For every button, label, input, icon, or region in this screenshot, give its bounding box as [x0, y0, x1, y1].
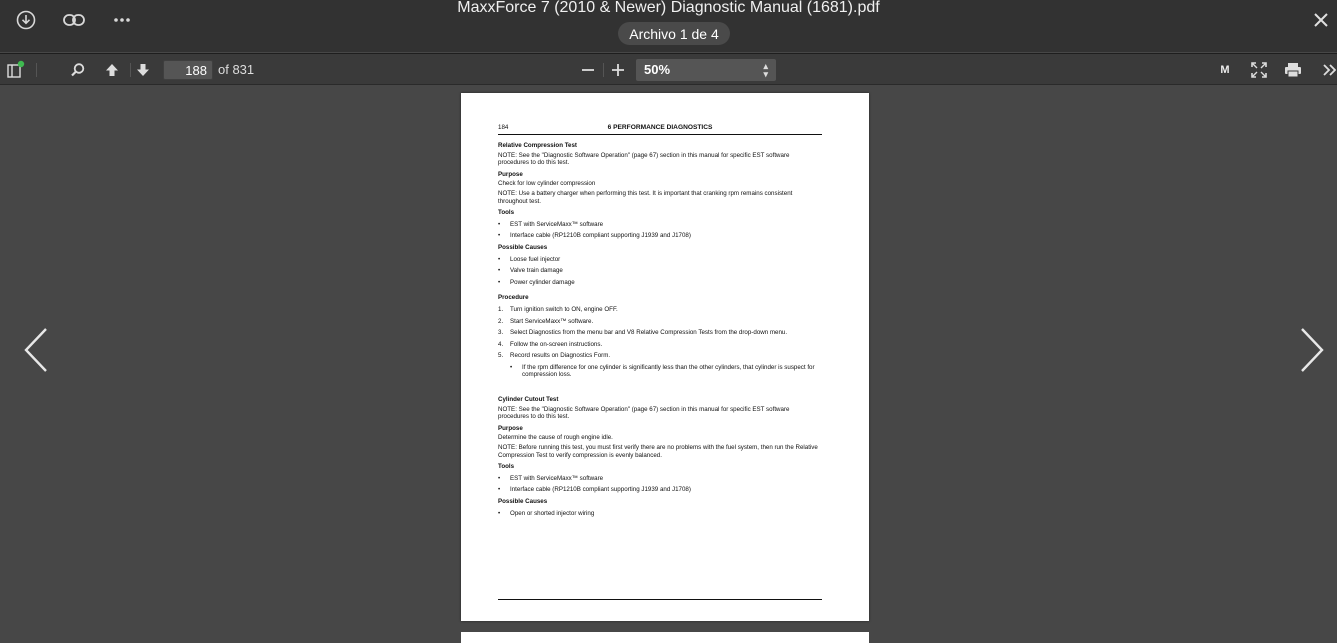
heading: Procedure — [498, 294, 529, 302]
toolbar-divider — [36, 63, 37, 77]
heading: Cylinder Cutout Test — [498, 396, 559, 404]
more-icon — [113, 17, 131, 23]
previous-file-button[interactable] — [22, 327, 52, 373]
next-page-button[interactable] — [132, 59, 154, 81]
next-pdf-page — [461, 632, 869, 643]
sidebar-toggle-icon — [6, 60, 26, 80]
paragraph: Determine the cause of rough engine idle. — [498, 434, 613, 442]
heading: Tools — [498, 209, 515, 217]
previous-page-button[interactable] — [101, 59, 123, 81]
zoom-in-button[interactable] — [607, 59, 629, 81]
viewer-header — [0, 0, 1337, 52]
heading: Relative Compression Test — [498, 142, 577, 149]
next-file-button[interactable] — [1296, 327, 1326, 373]
zoom-value: 50% — [644, 62, 671, 77]
note-paragraph: NOTE: Before running this test, you must first verify there are no problems with the fuel system, then run the Relative Compression Test to verify compression is evenly balanced. — [498, 444, 818, 459]
pdf-toolbar — [0, 53, 1337, 85]
footer-rule — [498, 599, 822, 600]
notification-dot — [18, 61, 24, 67]
list-item: • Open or shorted injector wiring — [498, 509, 595, 517]
presentation-mode-button[interactable] — [1214, 59, 1236, 81]
list-item: • Valve train damage — [498, 267, 563, 275]
list-item: • EST with ServiceMaxx™ software — [498, 474, 604, 482]
list-item: 5. Record results on Diagnostics Form. — [498, 352, 611, 360]
heading: Tools — [498, 463, 515, 471]
list-item: 1. Turn ignition switch to ON, engine OFF. — [498, 305, 618, 313]
note-paragraph: NOTE: See the "Diagnostic Software Operation" (page 67) section in this manual for specific EST software procedures to do this test. — [498, 405, 790, 421]
close-button[interactable] — [1309, 8, 1333, 32]
page-number-input[interactable] — [163, 60, 213, 80]
search-icon — [70, 62, 86, 78]
arrow-down-icon — [135, 62, 151, 78]
presentation-mode-icon: M — [1220, 64, 1230, 76]
page-header — [498, 124, 822, 135]
fullscreen-button[interactable] — [1248, 59, 1270, 81]
print-button[interactable] — [1281, 59, 1305, 81]
fullscreen-icon — [1251, 62, 1267, 78]
file-counter-badge: Archivo 1 de 4 — [618, 22, 730, 45]
list-item: 2. Start ServiceMaxx™ software. — [498, 317, 594, 325]
list-item: • Loose fuel injector — [498, 255, 561, 263]
arrow-up-icon — [104, 62, 120, 78]
chevron-left-icon — [22, 327, 52, 373]
list-item: 3. Select Diagnostics from the menu bar and V8 Relative Compression Tests from the drop-down menu. — [498, 329, 788, 337]
heading: Purpose — [498, 170, 523, 178]
page-number-text: 184 — [498, 124, 509, 131]
tools-menu-button[interactable] — [1320, 59, 1337, 81]
note-paragraph: NOTE: See the "Diagnostic Software Operation" (page 67) section in this manual for specific EST software procedures to do this test. — [498, 151, 790, 167]
double-chevron-icon — [1322, 63, 1336, 77]
list-item: 4. Follow the on-screen instructions. — [498, 340, 603, 348]
toolbar-divider — [603, 63, 604, 77]
note-paragraph: NOTE: Use a battery charger when performing this test. It is important that cranking rpm remains consistent throughout test. — [498, 189, 793, 205]
pdf-page — [461, 93, 869, 621]
select-arrows-icon: ▴ ▾ — [763, 61, 768, 79]
heading: Possible Causes — [498, 498, 548, 505]
document-title: MaxxForce 7 (2010 & Newer) Diagnostic Manual (1681).pdf — [457, 0, 880, 16]
plus-icon — [611, 63, 625, 77]
heading: Purpose — [498, 424, 523, 432]
close-icon — [1313, 12, 1329, 28]
print-icon — [1284, 62, 1302, 78]
list-item: • EST with ServiceMaxx™ software — [498, 220, 604, 228]
toolbar-divider — [130, 63, 131, 77]
paragraph: Check for low cylinder compression — [498, 180, 596, 188]
sidebar-toggle-button[interactable] — [5, 59, 27, 81]
section-title: 6 PERFORMANCE DIAGNOSTICS — [607, 124, 713, 131]
list-item: • Interface cable (RP1210B compliant supporting J1939 and J1708) — [498, 232, 691, 240]
chevron-right-icon — [1296, 327, 1326, 373]
list-item: • If the rpm difference for one cylinder is significantly less than the other cylinders, that cylinder is suspect for compression loss. — [510, 363, 815, 379]
find-button[interactable] — [67, 59, 89, 81]
heading: Possible Causes — [498, 243, 548, 251]
zoom-select[interactable] — [636, 59, 776, 81]
page-content — [498, 124, 822, 517]
minus-icon — [581, 63, 595, 77]
pdf-viewer[interactable] — [0, 85, 1337, 643]
zoom-out-button[interactable] — [577, 59, 599, 81]
page-count-label: of 831 — [218, 62, 255, 77]
list-item: • Power cylinder damage — [498, 278, 575, 286]
list-item: • Interface cable (RP1210B compliant supporting J1939 and J1708) — [498, 486, 691, 494]
